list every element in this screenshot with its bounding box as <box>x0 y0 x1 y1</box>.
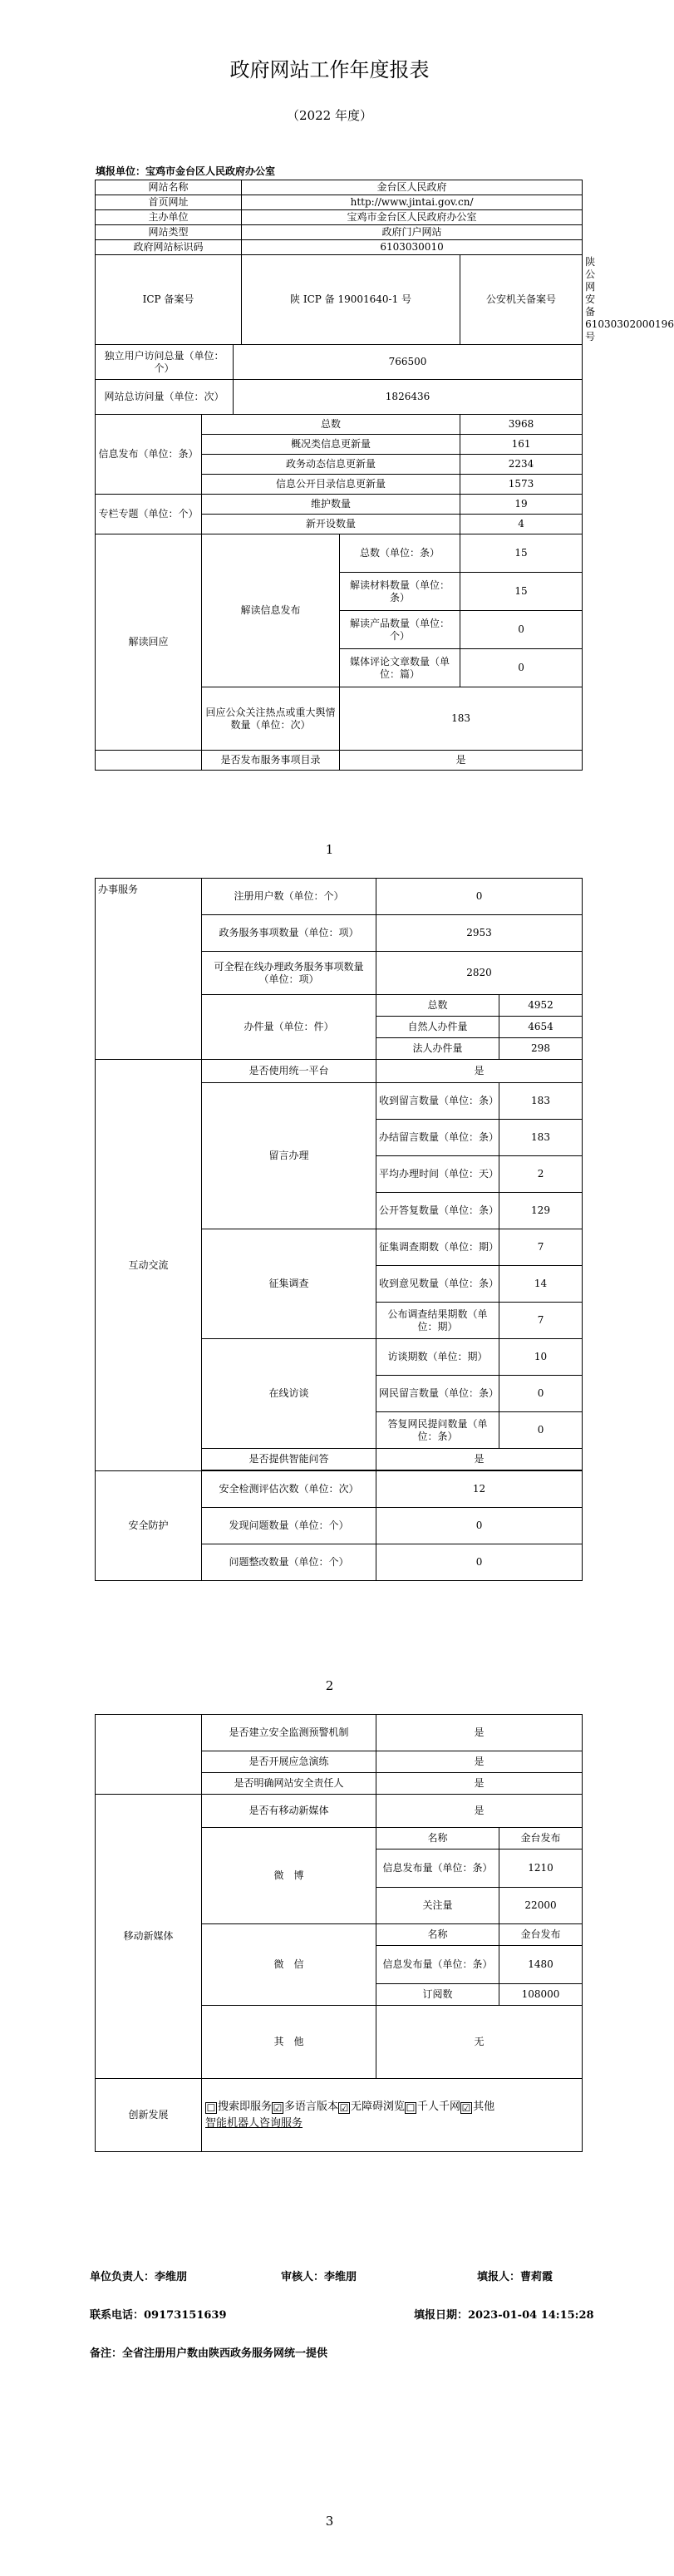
column-new-value: 4 <box>460 515 583 534</box>
site-name-value: 金台区人民政府 <box>242 180 583 195</box>
talk-count-label: 访谈期数（单位：期） <box>376 1339 499 1376</box>
msg-pub-value: 129 <box>499 1193 583 1229</box>
security-label: 安全防护 <box>96 1471 202 1581</box>
checkbox-accessible: ☑ <box>339 2101 349 2114</box>
qa-label: 是否提供智能问答 <box>202 1449 376 1470</box>
innovation-label: 创新发展 <box>96 2079 202 2152</box>
page-views-value: 1826436 <box>234 380 583 415</box>
weibo-pub-value: 1210 <box>499 1849 583 1888</box>
info-publish-label: 信息发布（单位：条） <box>96 415 202 495</box>
interp-sub-label: 解读信息发布 <box>202 534 340 687</box>
monitor-label: 是否建立安全监测预警机制 <box>202 1715 376 1751</box>
opt-search-service: 搜索即服务 <box>218 2100 273 2113</box>
interp-product-label: 解读产品数量（单位：个） <box>340 611 460 649</box>
weibo-name-value: 金台发布 <box>499 1828 583 1849</box>
handle-label: 办件量（单位：件） <box>202 995 376 1060</box>
media-has-label: 是否有移动新媒体 <box>202 1795 376 1828</box>
handle-total-value: 4952 <box>499 995 583 1017</box>
unique-visitors-value: 766500 <box>234 345 583 380</box>
other-label: 其 他 <box>202 2006 376 2079</box>
site-code-label: 政府网站标识码 <box>96 240 242 255</box>
survey-opinion-label: 收到意见数量（单位：条） <box>376 1266 499 1303</box>
footer-reviewer: 审核人：李维朋 <box>281 2271 357 2283</box>
site-type-value: 政府门户网站 <box>242 225 583 240</box>
weibo-name-label: 名称 <box>376 1828 499 1849</box>
unified-value: 是 <box>376 1060 583 1083</box>
info-dynamic-value: 2234 <box>460 455 583 475</box>
media-has-value: 是 <box>376 1795 583 1828</box>
weibo-follow-value: 22000 <box>499 1888 583 1924</box>
page-number-3: 3 <box>325 2514 334 2529</box>
footer-filler: 填报人：曹莉霞 <box>477 2271 553 2283</box>
opt-personalized: 千人千网 <box>417 2100 461 2113</box>
wechat-sub-value: 108000 <box>499 1984 583 2006</box>
interp-product-value: 0 <box>460 611 583 649</box>
interp-total-value: 15 <box>460 534 583 573</box>
survey-result-label: 公布调查结果期数（单位：期） <box>376 1303 499 1339</box>
handle-legal-value: 298 <box>499 1038 583 1060</box>
talk-label: 在线访谈 <box>202 1339 376 1449</box>
service-reg-value: 0 <box>376 879 583 915</box>
site-type-label: 网站类型 <box>96 225 242 240</box>
interp-hot-label: 回应公众关注热点或重大舆情数量（单位：次） <box>202 687 340 751</box>
wechat-label: 微 信 <box>202 1924 376 2006</box>
wechat-sub-label: 订阅数 <box>376 1984 499 2006</box>
info-overview-label: 概况类信息更新量 <box>202 435 460 455</box>
table-page-2 <box>95 878 583 1581</box>
opt-other: 其他 <box>473 2100 495 2113</box>
wechat-name-value: 金台发布 <box>499 1924 583 1946</box>
icp-label: ICP 备案号 <box>96 255 242 345</box>
wechat-name-label: 名称 <box>376 1924 499 1946</box>
msg-recv-value: 183 <box>499 1083 583 1120</box>
survey-count-value: 7 <box>499 1229 583 1266</box>
report-year: （2022 年度） <box>287 108 372 123</box>
weibo-follow-label: 关注量 <box>376 1888 499 1924</box>
home-url-label: 首页网址 <box>96 195 242 210</box>
talk-msg-label: 网民留言数量（单位：条） <box>376 1376 499 1412</box>
column-maint-value: 19 <box>460 495 583 515</box>
survey-count-label: 征集调查期数（单位：期） <box>376 1229 499 1266</box>
home-url-value: http://www.jintai.gov.cn/ <box>242 195 583 210</box>
column-maint-label: 维护数量 <box>202 495 460 515</box>
service-items-value: 2953 <box>376 915 583 952</box>
info-catalog-value: 1573 <box>460 475 583 495</box>
monitor-value: 是 <box>376 1715 583 1751</box>
msg-done-value: 183 <box>499 1120 583 1156</box>
unique-visitors-label: 独立用户访问总量（单位：个） <box>96 345 234 380</box>
service-online-value: 2820 <box>376 952 583 995</box>
survey-label: 征集调查 <box>202 1229 376 1339</box>
catalog-pub-value: 是 <box>340 751 583 771</box>
info-total-label: 总数 <box>202 415 460 435</box>
qa-value: 是 <box>376 1449 583 1470</box>
checkbox-other: ☑ <box>461 2101 471 2114</box>
police-label-text: 公安机关备案号 <box>486 293 557 305</box>
msg-time-value: 2 <box>499 1156 583 1193</box>
sec-check-label: 安全检测评估次数（单位：次） <box>202 1471 376 1508</box>
interp-label: 解读回应 <box>96 534 202 751</box>
footer-note: 备注：全省注册用户数由陕西政务服务网统一提供 <box>90 2347 328 2360</box>
msg-label: 留言办理 <box>202 1083 376 1229</box>
survey-opinion-value: 14 <box>499 1266 583 1303</box>
catalog-pub-label: 是否发布服务事项目录 <box>202 751 340 771</box>
talk-count-value: 10 <box>499 1339 583 1376</box>
info-catalog-label: 信息公开目录信息更新量 <box>202 475 460 495</box>
interp-material-label: 解读材料数量（单位：条） <box>340 573 460 611</box>
sponsor-label: 主办单位 <box>96 210 242 225</box>
other-value: 无 <box>376 2006 583 2079</box>
msg-done-label: 办结留言数量（单位：条） <box>376 1120 499 1156</box>
unified-label: 是否使用统一平台 <box>202 1060 376 1083</box>
checkbox-search-service: ☐ <box>206 2101 216 2114</box>
page-number-2: 2 <box>325 1678 334 1693</box>
footer-leader: 单位负责人：李维朋 <box>90 2271 188 2283</box>
checkbox-multilang: ☑ <box>273 2101 283 2114</box>
interp-material-value: 15 <box>460 573 583 611</box>
interp-media-value: 0 <box>460 649 583 687</box>
table-page-3 <box>95 1714 583 2152</box>
sponsor-value: 宝鸡市金台区人民政府办公室 <box>242 210 583 225</box>
info-overview-value: 161 <box>460 435 583 455</box>
opt-accessible: 无障碍浏览 <box>351 2100 406 2113</box>
person-label: 是否明确网站安全责任人 <box>202 1773 376 1795</box>
sec-found-label: 发现问题数量（单位：个） <box>202 1508 376 1544</box>
handle-total-label: 总数 <box>376 995 499 1017</box>
service-items-label: 政务服务事项数量（单位：项） <box>202 915 376 952</box>
footer-date: 填报日期：2023-01-04 14:15:28 <box>414 2309 594 2322</box>
wechat-pub-label: 信息发布量（单位：条） <box>376 1946 499 1984</box>
police-label <box>460 255 583 345</box>
msg-time-label: 平均办理时间（单位：天） <box>376 1156 499 1193</box>
sec-fixed-value: 0 <box>376 1544 583 1581</box>
handle-natural-value: 4654 <box>499 1017 583 1038</box>
page-views-label: 网站总访问量（单位：次） <box>96 380 234 415</box>
checkbox-personalized: ☐ <box>406 2101 416 2114</box>
msg-recv-label: 收到留言数量（单位：条） <box>376 1083 499 1120</box>
filler-unit: 填报单位：宝鸡市金台区人民政府办公室 <box>96 165 276 177</box>
service-label: 办事服务 <box>96 879 202 1060</box>
interp-total-label: 总数（单位：条） <box>340 534 460 573</box>
talk-msg-value: 0 <box>499 1376 583 1412</box>
interact-label: 互动交流 <box>96 1060 202 1471</box>
info-dynamic-label: 政务动态信息更新量 <box>202 455 460 475</box>
column-new-label: 新开设数量 <box>202 515 460 534</box>
weibo-pub-label: 信息发布量（单位：条） <box>376 1849 499 1888</box>
drill-label: 是否开展应急演练 <box>202 1751 376 1773</box>
handle-natural-label: 自然人办件量 <box>376 1017 499 1038</box>
person-value: 是 <box>376 1773 583 1795</box>
page-number-1: 1 <box>325 842 334 857</box>
icp-value: 陕 ICP 备 19001640-1 号 <box>242 255 460 345</box>
info-total-value: 3968 <box>460 415 583 435</box>
media-label: 移动新媒体 <box>96 1795 202 2079</box>
sec-fixed-label: 问题整改数量（单位：个） <box>202 1544 376 1581</box>
sec-check-value: 12 <box>376 1471 583 1508</box>
weibo-label: 微 博 <box>202 1828 376 1924</box>
innovation-options <box>202 2079 583 2152</box>
drill-value: 是 <box>376 1751 583 1773</box>
column-label: 专栏专题（单位：个） <box>96 495 202 534</box>
service-reg-label: 注册用户数（单位：个） <box>202 879 376 915</box>
site-code-value: 6103030010 <box>242 240 583 255</box>
handle-legal-label: 法人办件量 <box>376 1038 499 1060</box>
opt-other-detail: 智能机器人咨询服务 <box>205 2116 303 2130</box>
footer-phone: 联系电话：09173151639 <box>90 2309 227 2322</box>
site-name-label: 网站名称 <box>96 180 242 195</box>
wechat-pub-value: 1480 <box>499 1946 583 1984</box>
interp-media-label: 媒体评论文章数量（单位：篇） <box>340 649 460 687</box>
opt-multilang: 多语言版本 <box>284 2100 339 2113</box>
interp-hot-value: 183 <box>340 687 583 751</box>
sec-found-value: 0 <box>376 1508 583 1544</box>
page-title: 政府网站工作年度报表 <box>229 58 430 81</box>
table-page-1: 网站名称 金台区人民政府 首页网址 http://www.jintai.gov.cn/ 主办单位 宝鸡市金台区人民政府办公室 网站类型 政府门户网站 政府网站标识码 6103030010 ICP 备案号 陕 ICP 备 19001640-1 号 公安机关备案号 陕公网安备 61030302000196 号 独立用户访问总量（单位：个） 766500 网站总访问量（单位：次） 1826436 信息发布（单位：条） 总数 3968 概况类信息更新量 161 政务动态信息更新量 2234 信息公开目录信息更新量 1573 专栏专题（单位：个） 维护数量 19 新开设数量 4 解读回应 解读信息发布 总数（单位：条） 15 解读材料数量（单位：条） 15 解读产品数量（单位：个） 0 媒体评论文章数量（单位：篇） 0 回应公众关注热点或重大舆情数量（单位：次） 183 是否发布服务事项目录 是 <box>95 180 583 771</box>
service-online-label: 可全程在线办理政务服务事项数量（单位：项） <box>202 952 376 995</box>
talk-ans-value: 0 <box>499 1412 583 1449</box>
msg-pub-label: 公开答复数量（单位：条） <box>376 1193 499 1229</box>
talk-ans-label: 答复网民提问数量（单位：条） <box>376 1412 499 1449</box>
survey-result-value: 7 <box>499 1303 583 1339</box>
